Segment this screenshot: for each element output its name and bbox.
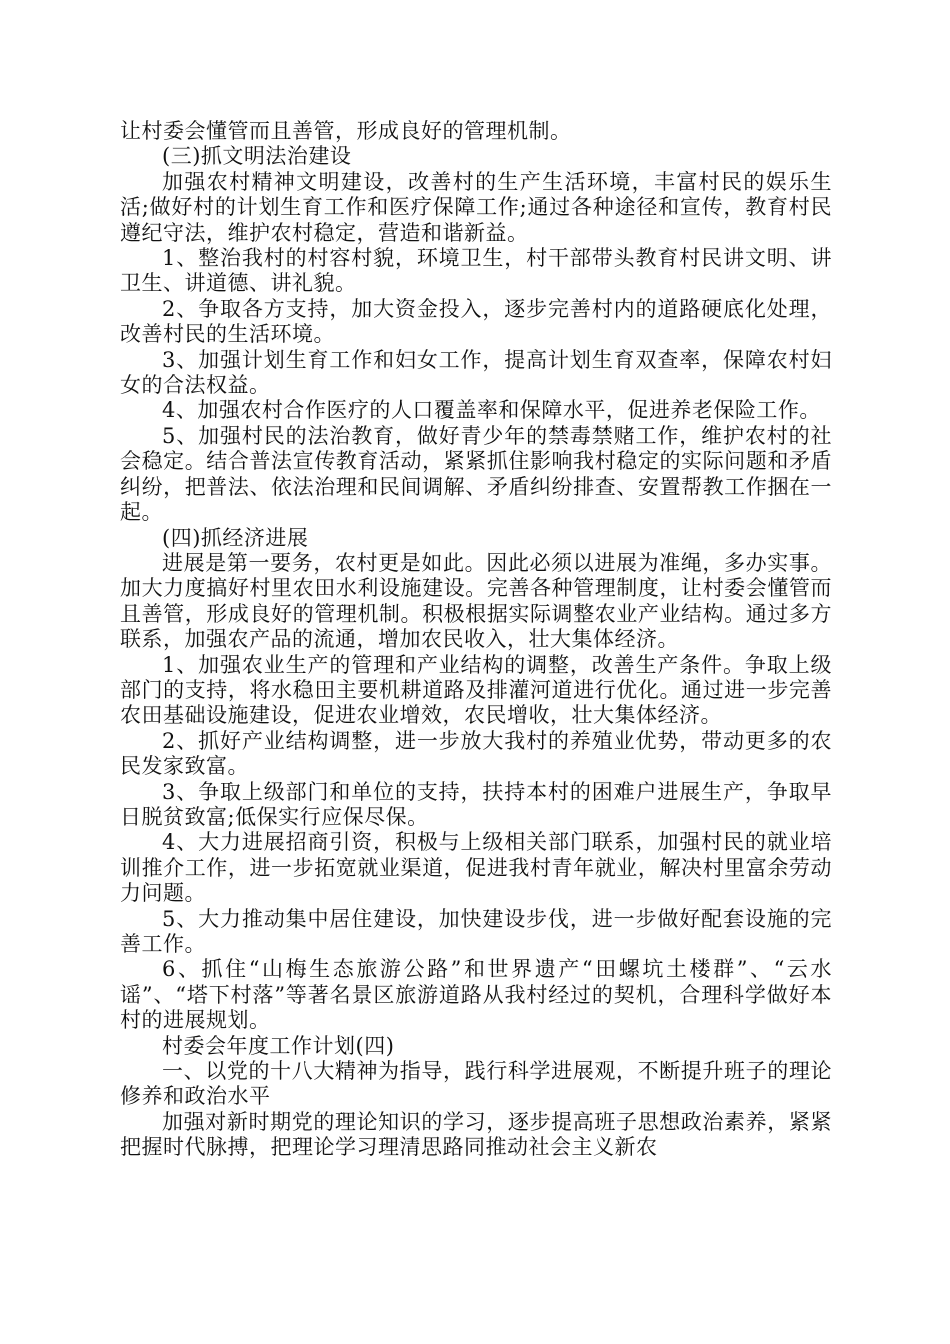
paragraph-1: 让村委会懂管而且善管，形成良好的管理机制。: [120, 119, 572, 143]
list-item-11: 6、抓住“山梅生态旅游公路”和世界遗产“田螺坑土楼群”、“云水谣”、“塔下村落”等著名景区旅游道路从我村经过的契机，合理科学做好本村的进展规划。: [120, 957, 832, 1033]
list-item-1: 1、整治我村的村容村貌，环境卫生，村干部带头教育村民讲文明、讲卫生、讲道德、讲礼貌。: [120, 246, 832, 296]
paragraph-10: 进展是第一要务，农村更是如此。因此必须以进展为准绳，多办实事。加大力度搞好村里农田水利设施建设。完善各种管理制度，让村委会懂管而且善管，形成良好的管理机制。积极根据实际调整农业产业结构。通过多方联系，加强农产品的流通，增加农民收入，壮大集体经济。: [120, 550, 832, 652]
paragraph-3: 加强农村精神文明建设，改善村的生产生活环境，丰富村民的娱乐生活;做好村的计划生育工作和医疗保障工作;通过各种途径和宣传，教育村民遵纪守法，维护农村稳定，营造和谐新益。: [120, 169, 832, 245]
list-item-3: 3、加强计划生育工作和妇女工作，提高计划生育双查率，保障农村妇女的合法权益。: [120, 347, 832, 398]
list-item-2: 2、争取各方支持，加大资金投入，逐步完善村内的道路硬底化处理，改善村民的生活环境。: [120, 296, 832, 347]
paragraph-19: 加强对新时期党的理论知识的学习，逐步提高班子思想政治素养，紧紧把握时代脉搏，把理论学习理清思路同推动社会主义新农: [120, 1109, 832, 1160]
section-heading-3: (三)抓文明法治建设: [162, 144, 352, 169]
list-item-5: 5、加强村民的法治教育，做好青少年的禁毒禁赌工作，维护农村的社会稳定。结合普法宣传教育活动，紧紧抓住影响我村稳定的实际问题和矛盾纠纷，把普法、依法治理和民间调解、矛盾纠纷排查、安置帮教工作捆在一起。: [120, 423, 832, 525]
section-heading-1: 一、以党的十八大精神为指导，践行科学进展观，不断提升班子的理论修养和政治水平: [120, 1059, 832, 1109]
document-body: [120, 119, 832, 1161]
list-item-10: 5、大力推动集中居住建设，加快建设步伐，进一步做好配套设施的完善工作。: [120, 906, 832, 956]
list-item-9: 4、大力进展招商引资，积极与上级相关部门联系，加强村民的就业培训推介工作，进一步拓宽就业渠道，促进我村青年就业，解决村里富余劳动力问题。: [120, 830, 832, 906]
section-heading-4: (四)抓经济进展: [162, 525, 309, 550]
list-item-6: 1、加强农业生产的管理和产业结构的调整，改善生产条件。争取上级部门的支持，将水稳田主要机耕道路及排灌河道进行优化。通过进一步完善农田基础设施建设，促进农业增效，农民增收，壮大集体经济。: [120, 652, 832, 728]
list-item-7: 2、抓好产业结构调整，进一步放大我村的养殖业优势，带动更多的农民发家致富。: [120, 728, 832, 779]
list-item-8: 3、争取上级部门和单位的支持，扶持本村的困难户进展生产，争取早日脱贫致富;低保实行应保尽保。: [120, 779, 832, 829]
list-item-4: 4、加强农村合作医疗的人口覆盖率和保障水平，促进养老保险工作。: [162, 398, 821, 423]
document-subtitle: 村委会年度工作计划(四): [162, 1033, 395, 1058]
